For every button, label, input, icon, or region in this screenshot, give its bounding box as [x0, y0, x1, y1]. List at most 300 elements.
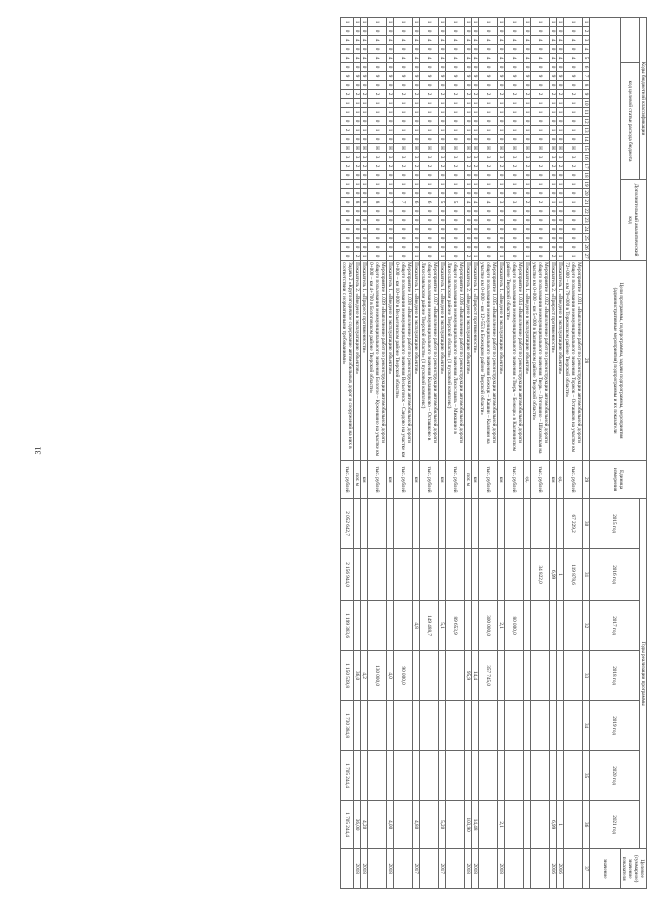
table-row [394, 18, 413, 889]
code-cell: 1 [446, 99, 465, 108]
code-cell: 1 [550, 198, 557, 207]
value-cell [550, 751, 557, 801]
value-cell [368, 499, 387, 549]
value-cell: 2018 [361, 849, 368, 889]
code-cell: 2 [550, 90, 557, 99]
value-cell: 2,1 [498, 601, 505, 651]
column-number: 4 [583, 45, 590, 54]
code-cell: 0 [413, 216, 420, 225]
column-number: 20 [583, 190, 589, 196]
code-cell: 0 [439, 81, 446, 90]
code-cell: 0 [341, 135, 354, 144]
code-cell: 4 [354, 54, 361, 63]
code-cell: 0 [420, 63, 439, 72]
code-cell: 1 [439, 18, 446, 27]
code-cell: Н [524, 144, 531, 153]
value-cell [394, 701, 413, 751]
value-cell: 119 878,6 [564, 549, 583, 601]
row-description: Мероприятие 1.032 «Выполнение работ по реконструкции автомобильной дороги общего пользования межмуниципального значения Тверь – Лотошино – Шаховская на участке км 0+000 – км 5+000 в Калининском районе Тверской области» [531, 261, 550, 461]
code-cell: 0 [564, 225, 583, 234]
code-cell: 0 [557, 234, 564, 243]
code-cell: 1 [394, 18, 413, 27]
value-cell: 2018 [498, 849, 505, 889]
code-cell: Н [439, 144, 446, 153]
code-cell: 1 [557, 126, 564, 135]
code-cell: 0 [341, 117, 354, 126]
code-cell: 4 [524, 36, 531, 45]
code-cell: 4 [550, 54, 557, 63]
code-cell: 1 [557, 180, 564, 189]
code-cell: Н [505, 144, 524, 153]
column-number: 28 [583, 261, 590, 461]
code-cell: 0 [394, 171, 413, 180]
code-cell: 1 [368, 180, 387, 189]
column-number: 26 [583, 244, 589, 250]
code-cell: 1 [420, 180, 439, 189]
code-cell: 4 [557, 36, 564, 45]
table-row [557, 18, 564, 889]
value-cell [341, 849, 354, 889]
value-cell: 5,1 [439, 601, 446, 651]
value-cell [550, 701, 557, 751]
row-unit: км [387, 461, 394, 499]
code-cell: 3 [368, 153, 387, 162]
code-cell: 8 [361, 198, 368, 207]
value-cell: 95,9 [465, 651, 472, 701]
code-cell: 4 [439, 54, 446, 63]
row-description: Мероприятие 1.036 «Выполнение работ по реконструкции автомобильной дороги общего пользования межмуниципального значения Лихославль – Микшино в Лихославльском районе Тверской области» (1 пусковой комплекс) [446, 261, 465, 461]
code-cell: 0 [550, 81, 557, 90]
column-number: 14 [583, 136, 589, 142]
value-cell [531, 499, 550, 549]
row-unit: тыс. рублей [479, 461, 498, 499]
code-cell: 1 [387, 99, 394, 108]
value-cell [498, 751, 505, 801]
column-number: 25 [583, 235, 589, 241]
column-number: 8 [583, 81, 590, 90]
program-table [340, 17, 647, 889]
code-cell: 6 [413, 198, 420, 207]
code-cell: Н [361, 144, 368, 153]
code-cell: 4 [420, 54, 439, 63]
code-cell: 2 [446, 162, 465, 171]
code-cell: 1 [479, 126, 498, 135]
code-cell: 3 [505, 153, 524, 162]
code-cell: 1 [394, 126, 413, 135]
value-cell [354, 751, 361, 801]
value-cell: 2016 [550, 849, 557, 889]
code-cell: 3 [472, 153, 479, 162]
value-cell: 130 000,0 [368, 651, 387, 701]
code-cell: 0 [531, 216, 550, 225]
code-cell: 0 [420, 117, 439, 126]
code-cell: 0 [413, 27, 420, 36]
header-unit: Единица измерения [590, 461, 647, 499]
code-cell: 4 [413, 54, 420, 63]
row-unit: км [413, 461, 420, 499]
code-cell: 0 [557, 117, 564, 126]
code-cell: 0 [413, 45, 420, 54]
header-years: Годы реализации программы [640, 499, 647, 849]
code-cell: 0 [368, 252, 387, 261]
code-cell: 0 [479, 81, 498, 90]
code-cell: 3 [387, 153, 394, 162]
value-cell [505, 651, 524, 701]
code-cell: 0 [420, 216, 439, 225]
code-cell: 0 [394, 243, 413, 252]
value-cell [479, 751, 498, 801]
code-cell: 0 [505, 234, 524, 243]
code-cell: 0 [413, 63, 420, 72]
code-cell: 9 [550, 72, 557, 81]
code-cell: 2 [439, 90, 446, 99]
code-cell: 2 [550, 162, 557, 171]
code-cell: 0 [472, 171, 479, 180]
value-cell [413, 701, 420, 751]
code-cell: 0 [413, 135, 420, 144]
code-cell: 0 [524, 207, 531, 216]
table-row [361, 18, 368, 889]
code-cell: 0 [472, 63, 479, 72]
code-cell: 1 [524, 126, 531, 135]
code-cell: 0 [505, 63, 524, 72]
code-cell: 9 [446, 72, 465, 81]
code-cell: 0 [505, 207, 524, 216]
column-number: 6 [583, 63, 590, 72]
code-cell: 0 [439, 171, 446, 180]
code-cell: 0 [354, 234, 361, 243]
code-cell: 1 [564, 198, 583, 207]
code-cell: 0 [439, 216, 446, 225]
value-cell: 2017 [439, 849, 446, 889]
value-cell: 36,00 [354, 801, 361, 849]
value-cell [413, 751, 420, 801]
value-cell [524, 549, 531, 601]
code-cell: 4 [472, 36, 479, 45]
code-cell: 0 [354, 45, 361, 54]
code-cell: 0 [505, 27, 524, 36]
code-cell: 0 [446, 189, 465, 198]
table-row [387, 18, 394, 889]
row-unit: тыс. рублей [420, 461, 439, 499]
code-cell: 0 [498, 81, 505, 90]
value-cell [531, 801, 550, 849]
value-cell: 2018 [472, 849, 479, 889]
code-cell: 9 [524, 72, 531, 81]
column-number: 34 [583, 701, 590, 751]
code-cell: 7 [394, 198, 413, 207]
code-cell: 1 [420, 126, 439, 135]
column-number: 36 [583, 801, 590, 849]
code-cell: 0 [472, 243, 479, 252]
code-cell: 0 [446, 216, 465, 225]
code-cell: 0 [498, 225, 505, 234]
code-cell: 3 [505, 198, 524, 207]
value-cell [465, 601, 472, 651]
code-cell: 1 [550, 180, 557, 189]
code-cell: 0 [465, 27, 472, 36]
code-cell: 1 [524, 180, 531, 189]
code-cell: Н [531, 144, 550, 153]
code-cell: 2 [368, 90, 387, 99]
row-description: Мероприятие 1.038 «Выполнение работ по реконструкции автомобильной дороги общего пользования межмуниципального значения Весьегонск – Сандово на участке км 0+000 – км 10+000 в Весьегонском районе Тверской области» [394, 261, 413, 461]
value-cell: 4,80 [413, 801, 420, 849]
value-cell [531, 601, 550, 651]
code-cell: 0 [505, 45, 524, 54]
code-cell: 6 [420, 198, 439, 207]
value-cell [387, 601, 394, 651]
code-cell: 0 [524, 135, 531, 144]
code-cell: 4 [505, 54, 524, 63]
code-cell: 9 [420, 72, 439, 81]
code-cell: 4 [341, 36, 354, 45]
column-number: 35 [583, 751, 590, 801]
code-cell: 1 [479, 18, 498, 27]
value-cell [465, 549, 472, 601]
code-cell: 0 [413, 207, 420, 216]
code-cell: 2 [550, 252, 557, 261]
row-unit: тыс. рублей [394, 461, 413, 499]
code-cell: 1 [354, 126, 361, 135]
code-cell: 0 [498, 45, 505, 54]
value-cell [361, 601, 368, 651]
code-cell: 0 [413, 225, 420, 234]
row-description: Показатель 1. «Введено в эксплуатацию объектов» [439, 261, 446, 461]
code-cell: 0 [498, 189, 505, 198]
code-cell: 1 [361, 108, 368, 117]
row-description: Мероприятие 1.035 «Выполнение работ по реконструкции автомобильной дороги общего пользования межмуниципального значения Бежецк – Кашин – Калязин на участке км 0+000 – км 12+553 в Бежецком районе Тверской области» [479, 261, 498, 461]
value-cell [387, 499, 394, 549]
code-cell: 4 [472, 54, 479, 63]
row-unit: км [439, 461, 446, 499]
value-cell [479, 701, 498, 751]
code-cell: 1 [472, 99, 479, 108]
code-cell: 0 [479, 117, 498, 126]
code-cell: 0 [387, 81, 394, 90]
code-cell: 0 [505, 243, 524, 252]
code-cell: 1 [479, 99, 498, 108]
header-year-2018: 2018 год [590, 651, 640, 701]
code-cell: 0 [531, 189, 550, 198]
value-cell [420, 499, 439, 549]
code-cell: 0 [368, 27, 387, 36]
value-cell: 1 150 539,8 [341, 651, 354, 701]
code-cell: 0 [341, 189, 354, 198]
value-cell: 2018 [465, 849, 472, 889]
code-cell: 3 [531, 153, 550, 162]
table-row [505, 18, 524, 889]
code-cell: 1 [368, 18, 387, 27]
code-cell: 9 [368, 72, 387, 81]
header-code-subcols [590, 18, 621, 261]
code-cell: 2 [472, 90, 479, 99]
code-cell: 9 [498, 72, 505, 81]
code-cell: Н [465, 144, 472, 153]
code-cell: 1 [341, 108, 354, 117]
code-cell: 0 [368, 207, 387, 216]
row-unit: ед. [557, 461, 564, 499]
code-cell: 4 [550, 36, 557, 45]
code-cell: 4 [394, 54, 413, 63]
value-cell [531, 651, 550, 701]
code-cell: 2 [524, 162, 531, 171]
row-unit: км [472, 461, 479, 499]
code-cell: 1 [557, 18, 564, 27]
column-number: 11 [583, 109, 589, 115]
code-cell: 4 [394, 36, 413, 45]
code-cell: 0 [498, 207, 505, 216]
code-cell: 0 [361, 189, 368, 198]
value-cell [439, 651, 446, 701]
code-cell: 0 [524, 27, 531, 36]
value-cell [531, 751, 550, 801]
code-cell: 0 [564, 171, 583, 180]
code-cell: 1 [498, 18, 505, 27]
code-cell: 0 [394, 135, 413, 144]
code-cell: 4 [531, 54, 550, 63]
column-number: 16 [583, 154, 589, 160]
value-cell: 90 000,0 [394, 651, 413, 701]
code-cell: 0 [531, 225, 550, 234]
column-number: 30 [583, 499, 590, 549]
code-cell: 9 [394, 72, 413, 81]
code-cell: 1 [564, 180, 583, 189]
code-cell: 0 [394, 207, 413, 216]
code-cell: 0 [498, 243, 505, 252]
value-cell [498, 701, 505, 751]
code-cell: 1 [505, 99, 524, 108]
code-cell: 0 [368, 45, 387, 54]
column-number: 1 [583, 18, 590, 27]
code-cell: 0 [420, 207, 439, 216]
code-cell: 1 [394, 99, 413, 108]
code-cell: 0 [564, 81, 583, 90]
code-cell: 0 [368, 135, 387, 144]
value-cell: 5,20 [439, 801, 446, 849]
code-cell: 0 [557, 243, 564, 252]
code-cell: 0 [524, 81, 531, 90]
value-cell [472, 701, 479, 751]
code-cell: Н [472, 144, 479, 153]
code-cell: 1 [498, 99, 505, 108]
code-cell: 1 [550, 108, 557, 117]
value-cell [354, 549, 361, 601]
code-cell: 4 [354, 36, 361, 45]
code-cell: 0 [361, 117, 368, 126]
code-cell: 0 [446, 243, 465, 252]
code-cell: 2 [498, 162, 505, 171]
code-cell: 0 [557, 189, 564, 198]
value-cell [524, 499, 531, 549]
code-cell: 7 [387, 198, 394, 207]
code-cell: 0 [439, 45, 446, 54]
value-cell [505, 549, 524, 601]
column-number: 32 [583, 601, 590, 651]
code-cell: 4 [479, 198, 498, 207]
value-cell [564, 801, 583, 849]
value-cell [368, 801, 387, 849]
code-cell: 3 [465, 153, 472, 162]
code-cell: 1 [465, 108, 472, 117]
value-cell [479, 499, 498, 549]
table-row [420, 18, 439, 889]
column-number: 37 [583, 849, 590, 889]
code-cell: 0 [531, 117, 550, 126]
value-cell: 34 822,0 [531, 549, 550, 601]
code-cell: 0 [368, 117, 387, 126]
value-cell: 300 000,0 [479, 601, 498, 651]
code-cell: 0 [361, 45, 368, 54]
code-cell: 3 [394, 153, 413, 162]
column-number: 19 [583, 181, 589, 187]
code-cell: Н [557, 144, 564, 153]
table-row [465, 18, 472, 889]
code-cell: 0 [394, 252, 413, 261]
code-cell: 0 [413, 234, 420, 243]
code-cell: 0 [341, 198, 354, 207]
value-cell: 2018 [354, 849, 361, 889]
value-cell [524, 801, 531, 849]
row-unit: тыс. рублей [564, 461, 583, 499]
code-cell: 4 [557, 54, 564, 63]
code-cell: 0 [446, 117, 465, 126]
value-cell: 67 229,2 [564, 499, 583, 549]
code-cell: 2 [413, 162, 420, 171]
code-cell: 0 [465, 45, 472, 54]
code-cell: 0 [550, 234, 557, 243]
code-cell: 0 [550, 189, 557, 198]
value-cell [420, 801, 439, 849]
value-cell [394, 601, 413, 651]
code-cell: 3 [439, 153, 446, 162]
value-cell [465, 499, 472, 549]
code-cell: 0 [524, 225, 531, 234]
code-cell: Н [498, 144, 505, 153]
value-cell [361, 499, 368, 549]
code-cell: 2 [368, 162, 387, 171]
code-cell: 0 [505, 135, 524, 144]
header-target: Целевое (суммарное) значение показателя [621, 849, 647, 889]
value-cell [505, 701, 524, 751]
code-cell: 2 [354, 90, 361, 99]
row-description: Показатель 1. «Введено в эксплуатацию объектов» [524, 261, 531, 461]
code-cell: 1 [472, 180, 479, 189]
code-cell: 0 [439, 189, 446, 198]
value-cell [394, 549, 413, 601]
column-number: 24 [583, 226, 589, 232]
value-cell: 1 [557, 549, 564, 601]
value-cell: 4,20 [361, 801, 368, 849]
code-cell: 4 [413, 36, 420, 45]
code-cell: 0 [354, 135, 361, 144]
value-cell [387, 701, 394, 751]
code-cell: 4 [361, 36, 368, 45]
code-cell: 0 [479, 234, 498, 243]
column-number: 5 [583, 54, 590, 63]
code-cell: Н [446, 144, 465, 153]
code-cell: 0 [564, 207, 583, 216]
code-cell: 2 [446, 90, 465, 99]
column-number: 13 [583, 127, 589, 133]
value-cell [557, 601, 564, 651]
column-number: 12 [583, 118, 589, 124]
column-number: 2 [583, 27, 590, 36]
code-cell: 0 [524, 234, 531, 243]
code-cell: 0 [564, 243, 583, 252]
code-cell: 1 [413, 108, 420, 117]
code-cell: Н [368, 144, 387, 153]
code-cell: 0 [465, 207, 472, 216]
